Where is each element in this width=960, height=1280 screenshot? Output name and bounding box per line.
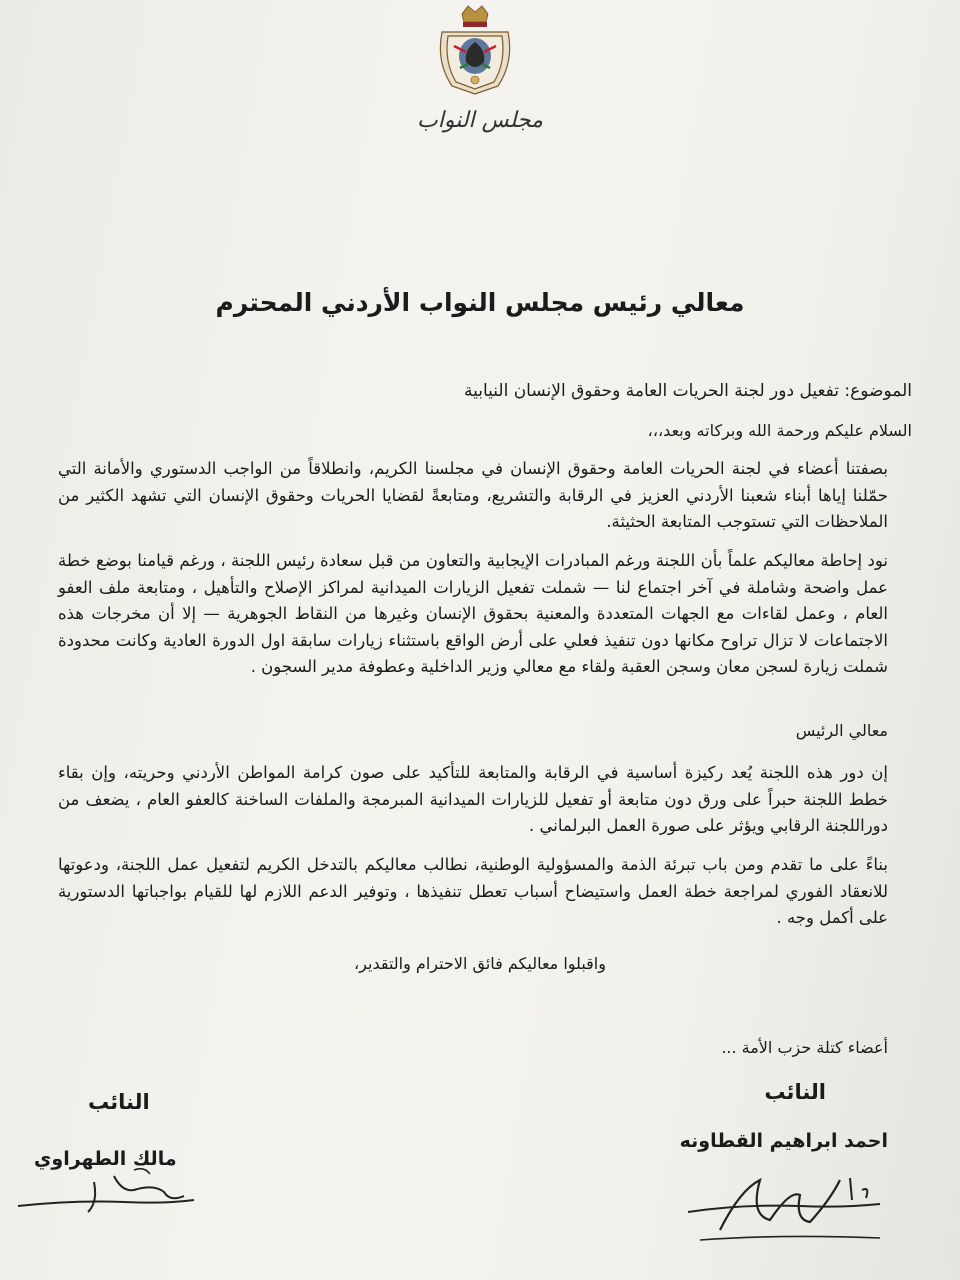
signatory-2-name: مالك الطهراوي [34, 1148, 177, 1170]
letter-paragraph-2: نود إحاطة معاليكم علماً بأن اللجنة ورغم المبادرات الإيجابية والتعاون من قبل سعادة رئيس اللجنة ، ورغم قيامنا بوضع خطة عمل واضحة وشاملة في آخر اجتماع لنا — شملت تفعيل الزيارات الميدانية لمراكز الإصلاح والتأهيل ، ومتابعة ملف العفو العام ، وعمل لقاءات مع الجهات المتعددة والمعنية بحقوق الإنسان وغيرها من النقاط الجوهرية — إلا أن مخرجات هذه الاجتماعات لا تزال تراوح مكانها دون تنفيذ فعلي على أرض الواقع باستثناء زيارات سابقة اول الدورة العادية وكانت محدودة شملت زيارة لسجن معان وسجن العقبة ولقاء مع معالي وزير الداخلية وعطوفة مدير السجون . [58, 551, 888, 676]
signatories-group: أعضاء كتلة حزب الأمة ... [721, 1038, 888, 1057]
signatory-1-title: النائب [764, 1080, 826, 1104]
letter-paragraph-3: إن دور هذه اللجنة يُعد ركيزة أساسية في الرقابة والمتابعة للتأكيد على صون كرامة المواطن الأردني وحريته، وإن بقاء خطط اللجنة حبراً على ورق دون متابعة أو تفعيل للزيارات الميدانية المبرمجة والملفات الساخنة كالعفو العام ، يضعف من دوراللجنة الرقابي ويؤثر على صورة العمل البرلماني . [58, 763, 888, 835]
letter-greeting: السلام عليكم ورحمة الله وبركاته وبعد،،، [647, 421, 912, 440]
letter-paragraph-1: بصفتنا أعضاء في لجنة الحريات العامة وحقوق الإنسان في مجلسنا الكريم، وانطلاقاً من الواجب الدستوري والأمانة التي حمّلنا إياها أبناء شعبنا الأردني العزيز في الرقابة والتشريع، ومتابعةً لقضايا الحريات وحقوق الإنسان التي تشهد الكثير من الملاحظات التي تستوجب المتابعة الحثيثة. [58, 459, 888, 531]
signatory-1-signature [680, 1160, 890, 1250]
coat-of-arms-emblem [432, 2, 518, 98]
signatory-1-name: احمد ابراهيم القطاونه [679, 1130, 888, 1152]
letterhead-institution: مجلس النواب [417, 108, 543, 133]
letter-paragraph-4: بناءً على ما تقدم ومن باب تبرئة الذمة والمسؤولية الوطنية، نطالب معاليكم بالتدخل الكريم لتفعيل عمل اللجنة، ودعوتها للانعقاد الفوري لمراجعة خطة العمل واستيضاح أسباب تعطل تنفيذها ، وتوفير الدعم اللازم لها للقيام بواجباتها الدستورية على أكمل وجه . [58, 855, 888, 927]
signatory-2-signature [14, 1162, 204, 1222]
letter-addressee: معالي رئيس مجلس النواب الأردني المحترم [215, 288, 745, 317]
letter-salutation: معالي الرئيس [795, 721, 888, 740]
letter-closing: واقبلوا معاليكم فائق الاحترام والتقدير، [354, 954, 606, 973]
signatory-2-title: النائب [88, 1090, 150, 1114]
letter-subject: الموضوع: تفعيل دور لجنة الحريات العامة وحقوق الإنسان النيابية [463, 381, 912, 401]
